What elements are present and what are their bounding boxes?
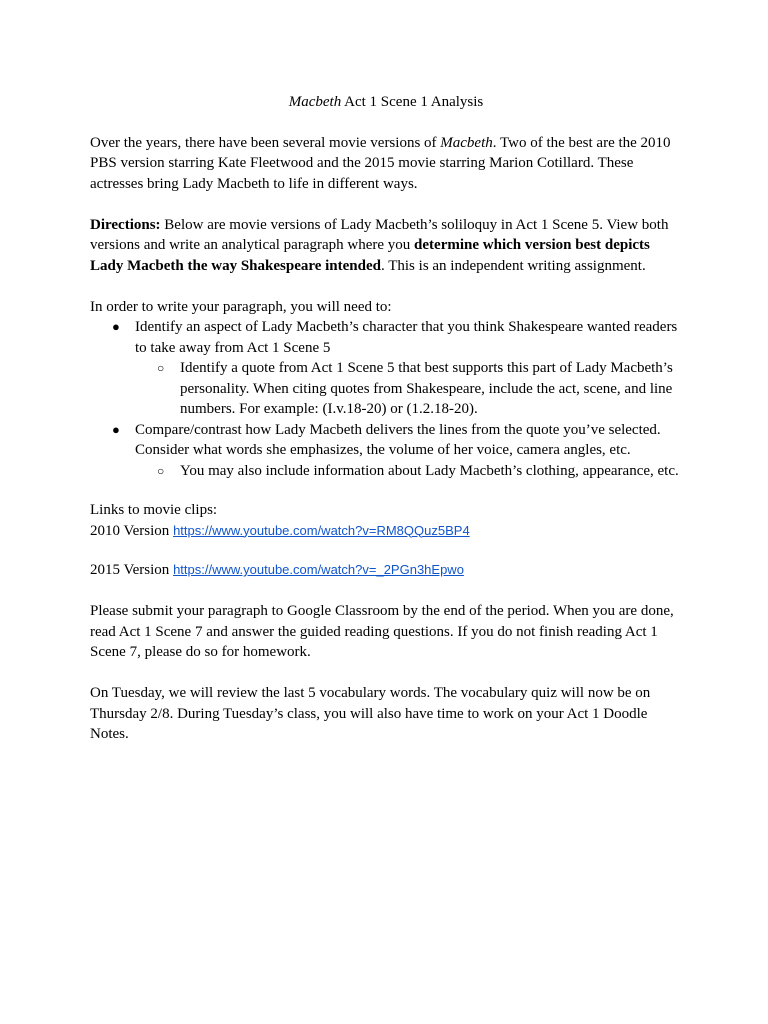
link-2010-version[interactable]: https://www.youtube.com/watch?v=RM8QQuz5BP4: [173, 522, 470, 538]
link-2015-version[interactable]: https://www.youtube.com/watch?v=_2PGn3hEpwo: [173, 562, 464, 577]
intro-paragraph: [90, 133, 682, 195]
sub-bullet-icon: ○: [157, 463, 165, 478]
bullet-icon: ●: [112, 319, 120, 334]
list-item: [135, 358, 682, 420]
sub-bullet-icon: ○: [157, 361, 165, 375]
links-heading: Links to movie clips:: [90, 502, 218, 518]
sub-requirement-text: Identify a quote from Act 1 Scene 5 that best supports this part of Lady Macbeth’s personality. When citing quotes from Shakespeare, include the act, scene, and line numbers. For example: (I.v.18-20) or (1.2.18-20).: [180, 360, 673, 417]
list-item: [135, 461, 682, 482]
list-item: [90, 420, 682, 482]
intro-text-2: . Two of the best are the 2010 PBS version starring Kate Fleetwood and the 2015 movie starring Marion Cotillard. These actresses bring Lady Macbeth to life in different ways.: [90, 134, 671, 192]
directions-emphasis: determine which version best depicts Lady Macbeth the way Shakespeare intended: [90, 237, 650, 274]
list-item: [90, 317, 682, 420]
link-2015-label: 2015 Version: [90, 562, 174, 578]
bullet-icon: ●: [112, 421, 120, 437]
title-rest: Act 1 Scene 1 Analysis: [341, 94, 484, 110]
directions-paragraph: [90, 215, 682, 277]
document-page: [90, 92, 682, 745]
sub-list: [135, 358, 682, 420]
submit-paragraph: Please submit your paragraph to Google Classroom by the end of the period. When you are done, read Act 1 Scene 7 and answer the guided reading questions. If you do not finish reading Act 1 Scene 7, please do so for homework.: [90, 603, 674, 660]
link-2015-line: [90, 560, 682, 581]
link-2010-line: [90, 521, 682, 542]
link-2010-label: 2010 Version: [90, 522, 174, 539]
page-title: [90, 92, 682, 113]
requirements-lead: In order to write your paragraph, you will need to:: [90, 298, 392, 315]
requirement-text: Identify an aspect of Lady Macbeth’s character that you think Shakespeare wanted readers to take away from Act 1 Scene 5: [135, 319, 678, 356]
tuesday-paragraph: On Tuesday, we will review the last 5 vocabulary words. The vocabulary quiz will now be on Thursday 2/8. During Tuesday’s class, you will also have time to work on your Act 1 Doodle Notes.: [90, 685, 651, 742]
intro-text-1: Over the years, there have been several movie versions of: [90, 134, 441, 151]
requirement-text: Compare/contrast how Lady Macbeth delivers the lines from the quote you’ve selected. Consider what words she emphasizes, the volume of her voice, camera angles, etc.: [135, 421, 661, 458]
directions-label: Directions:: [90, 216, 161, 233]
sub-requirement-text: You may also include information about Lady Macbeth’s clothing, appearance, etc.: [180, 462, 679, 479]
directions-text-2: . This is an independent writing assignment.: [381, 257, 646, 274]
requirements-list: [90, 317, 682, 481]
title-play-name: Macbeth: [288, 94, 342, 110]
intro-italic-title: Macbeth: [440, 134, 493, 151]
sub-list: [135, 461, 682, 482]
directions-text-1: Below are movie versions of Lady Macbeth’s soliloquy in Act 1 Scene 5. View both versions and write an analytical paragraph where you: [90, 216, 669, 253]
